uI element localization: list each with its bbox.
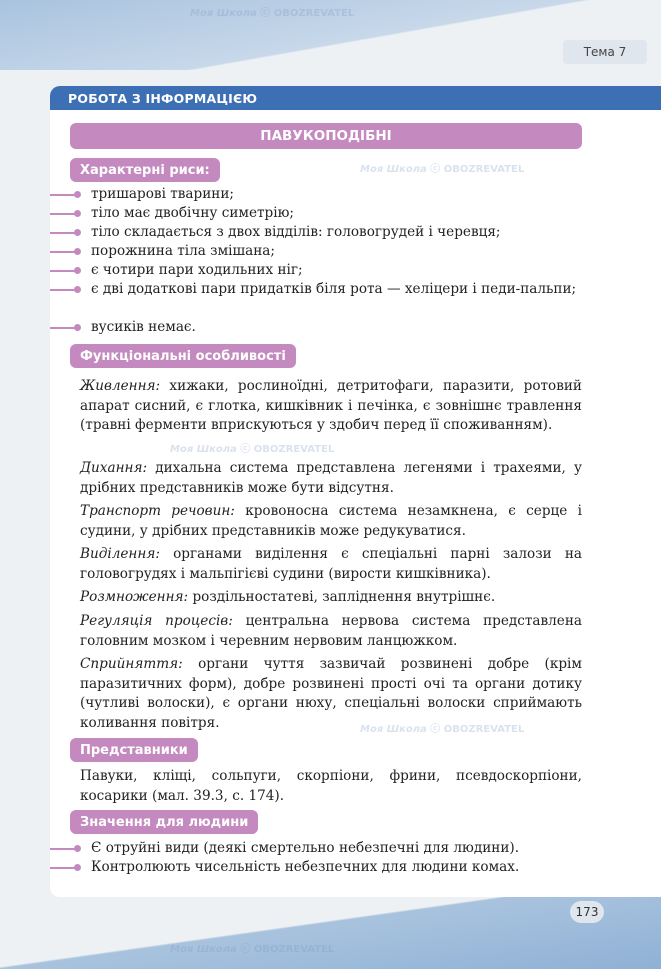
- reproduction-paragraph: Розмноження: роздільностатеві, запліднення внутрішнє.: [80, 589, 496, 605]
- bullet-line-icon: [50, 251, 76, 253]
- list-item: тіло має двобічну симетрію;: [0, 204, 661, 223]
- list-item: порожнина тіла змішана;: [0, 242, 661, 261]
- transport-paragraph: Транспорт речовин: кровоносна система незамкнена, є серце і судини, у дрібних представників може редукуватися.: [80, 503, 582, 539]
- bullet-dot-icon: [74, 229, 81, 236]
- bullet-dot-icon: [74, 324, 81, 331]
- features-list: [0, 185, 661, 337]
- bullet-dot-icon: [74, 286, 81, 293]
- section-label: РОБОТА З ІНФОРМАЦІЄЮ: [50, 86, 661, 110]
- feeding-paragraph: Живлення: хижаки, рослиноїдні, детритофаги, паразити, ротовий апарат сисний, є глотка, кишківник і печінка, є зовнішнє травлення (травні ферменти вприскуються у здобич перед її споживанням).: [80, 378, 582, 433]
- regulation-paragraph: Регуляція процесів: центральна нервова система представлена головним мозком і черевним нервовим ланцюжком.: [80, 613, 583, 649]
- list-item: є чотири пари ходильних ніг;: [0, 261, 661, 280]
- bullet-line-icon: [50, 194, 76, 196]
- importance-list: [0, 839, 661, 877]
- importance-heading: Значення для людини: [70, 810, 258, 834]
- bullet-line-icon: [50, 848, 76, 850]
- bullet-dot-icon: [74, 845, 81, 852]
- features-heading: Характерні риси:: [70, 158, 220, 182]
- bullet-dot-icon: [74, 191, 81, 198]
- bullet-dot-icon: [74, 864, 81, 871]
- bullet-line-icon: [50, 232, 76, 234]
- perception-paragraph: Сприйняття: органи чуття зазвичай розвинені добре (крім паразитичних форм), добре розвинені прості очі та органи дотику (чутливі волоски), є органи нюху, спеціальні волоски сприймають коливання повітря.: [80, 656, 582, 731]
- list-item: Контролюють чисельність небезпечних для людини комах.: [0, 858, 661, 877]
- representatives-heading: Представники: [70, 738, 198, 762]
- page-title: ПАВУКОПОДІБНІ: [70, 123, 582, 149]
- representatives-text: Павуки, кліщі, сольпуги, скорпіони, фрини, псевдоскорпіони, косарики (мал. 39.3, с. 174).: [80, 768, 582, 804]
- bullet-line-icon: [50, 289, 76, 291]
- bullet-line-icon: [50, 213, 76, 215]
- list-item: тіло складається з двох відділів: головогрудей і черевця;: [0, 223, 661, 242]
- list-item: Є отруйні види (деякі смертельно небезпечні для людини).: [0, 839, 661, 858]
- excretion-paragraph: Виділення: органами виділення є спеціальні парні залози на головогрудях і мальпігієві судини (вирости кишківника).: [80, 546, 582, 582]
- watermark: Моя Школа ⓒ OBOZREVATEL: [360, 724, 525, 735]
- list-item: є дві додаткові пари придатків біля рота — хеліцери і педи-пальпи;: [0, 280, 661, 318]
- list-item: тришарові тварини;: [0, 185, 661, 204]
- bullet-dot-icon: [74, 267, 81, 274]
- watermark: Моя Школа ⓒ OBOZREVATEL: [170, 444, 335, 455]
- bullet-line-icon: [50, 270, 76, 272]
- bullet-dot-icon: [74, 248, 81, 255]
- page-number: 173: [570, 901, 604, 923]
- watermark: Моя Школа ⓒ OBOZREVATEL: [360, 164, 525, 175]
- list-item: вусиків немає.: [0, 318, 661, 337]
- bullet-dot-icon: [74, 210, 81, 217]
- top-decoration-band: [0, 0, 661, 70]
- topic-label: Тема 7: [563, 40, 647, 64]
- functional-heading: Функціональні особливості: [70, 344, 296, 368]
- bullet-line-icon: [50, 867, 76, 869]
- watermark: Моя Школа ⓒ OBOZREVATEL: [170, 944, 335, 955]
- bullet-line-icon: [50, 327, 76, 329]
- watermark: Моя Школа ⓒ OBOZREVATEL: [190, 8, 355, 19]
- breathing-paragraph: Дихання: дихальна система представлена легенями і трахеями, у дрібних представників може бути відсутня.: [80, 460, 582, 496]
- bottom-decoration-band: [0, 889, 661, 969]
